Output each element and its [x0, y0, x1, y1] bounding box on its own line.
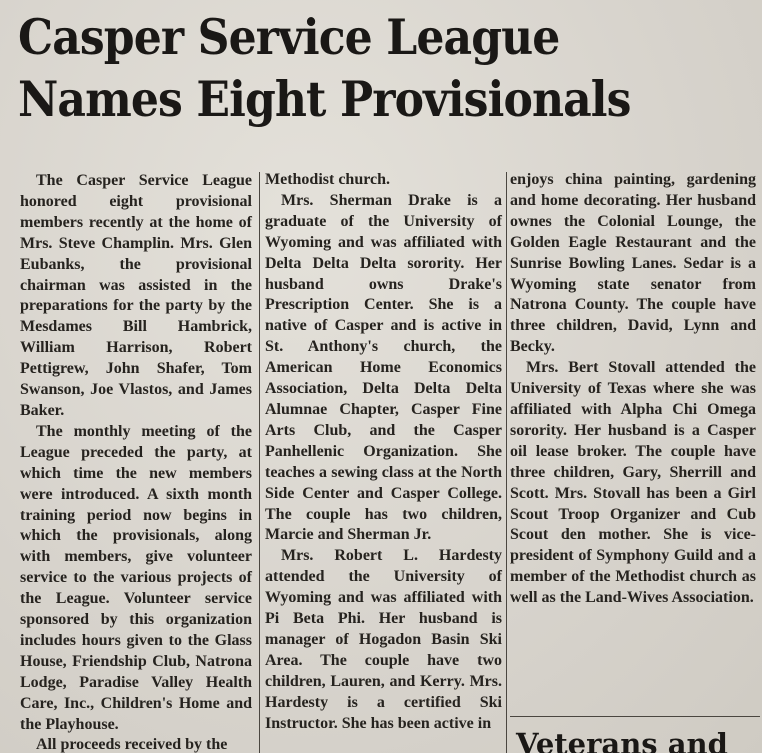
column-divider	[506, 172, 507, 753]
paragraph: The monthly meeting of the League preceded the party, at which time the new members were introduced. A sixth month training period now begins in which the provisionals, along with members, give volunteer service to the various projects of the League. Volunteer service sponsored by this organization includes hours given to the Glass House, Friendship Club, Natrona Lodge, Paradise Valley Health Care, Inc., Children's Home and the Playhouse.	[20, 422, 252, 733]
next-article-headline: Veterans and	[516, 727, 728, 753]
section-divider	[510, 716, 760, 717]
column-divider	[259, 172, 260, 753]
paragraph: Mrs. Robert L. Hardesty attended the University of Wyoming and was affiliated with Pi Beta Phi. Her husband is manager of Hogadon Basin Ski Area. The couple have two children, Lauren, and Kerry. Mrs. Hardesty is a certified Ski Instructor. She has been active in	[265, 547, 502, 732]
article-column-1	[20, 171, 252, 753]
headline-line-2: Names Eight Provisionals	[18, 70, 631, 128]
article-headline	[18, 6, 631, 130]
paragraph: Mrs. Bert Stovall attended the University of Texas where she was affiliated with Alpha Chi Omega sorority. Her husband is a Casper oil lease broker. The couple have three children, Gary, Sherrill and Scott. Mrs. Stovall has been a Girl Scout Troop Organizer and Cub Scout den mother. She is vice-president of Symphony Guild and a member of the Methodist church as well as the Land-Wives Association.	[510, 359, 756, 607]
paragraph: All proceeds received by the	[36, 736, 228, 753]
paragraph-continued: enjoys china painting, gardening and home decorating. Her husband ownes the Colonial Lounge, the Golden Eagle Restaurant and the Sunrise Bowling Lanes. Sedar is a Wyoming state senator from Natrona County. The couple have three children, David, Lynn and Becky.	[510, 171, 756, 356]
headline-line-1: Casper Service League	[18, 8, 560, 66]
article-column-3	[510, 170, 756, 609]
paragraph: The Casper Service League honored eight provisional members recently at the home of Mrs. Steve Champlin. Mrs. Glen Eubanks, the provisional chairman was assisted in the preparations for the party by the Mesdames Bill Hambrick, William Harrison, Robert Pettigrew, John Shafer, Tom Swanson, Joe Vlastos, and James Baker.	[20, 172, 252, 419]
article-column-2	[265, 170, 502, 734]
paragraph: Mrs. Sherman Drake is a graduate of the University of Wyoming and was affiliated with Delta Delta Delta sorority. Her husband owns Drake's Prescription Center. She is a native of Casper and is active in St. Anthony's church, the American Home Economics Association, Delta Delta Delta Alumnae Chapter, Casper Fine Arts Club, and the Casper Panhellenic Organization. She teaches a sewing class at the North Side Center and Casper College. The couple has two children, Marcie and Sherman Jr.	[265, 191, 502, 544]
paragraph-continued: Methodist church.	[265, 171, 391, 188]
